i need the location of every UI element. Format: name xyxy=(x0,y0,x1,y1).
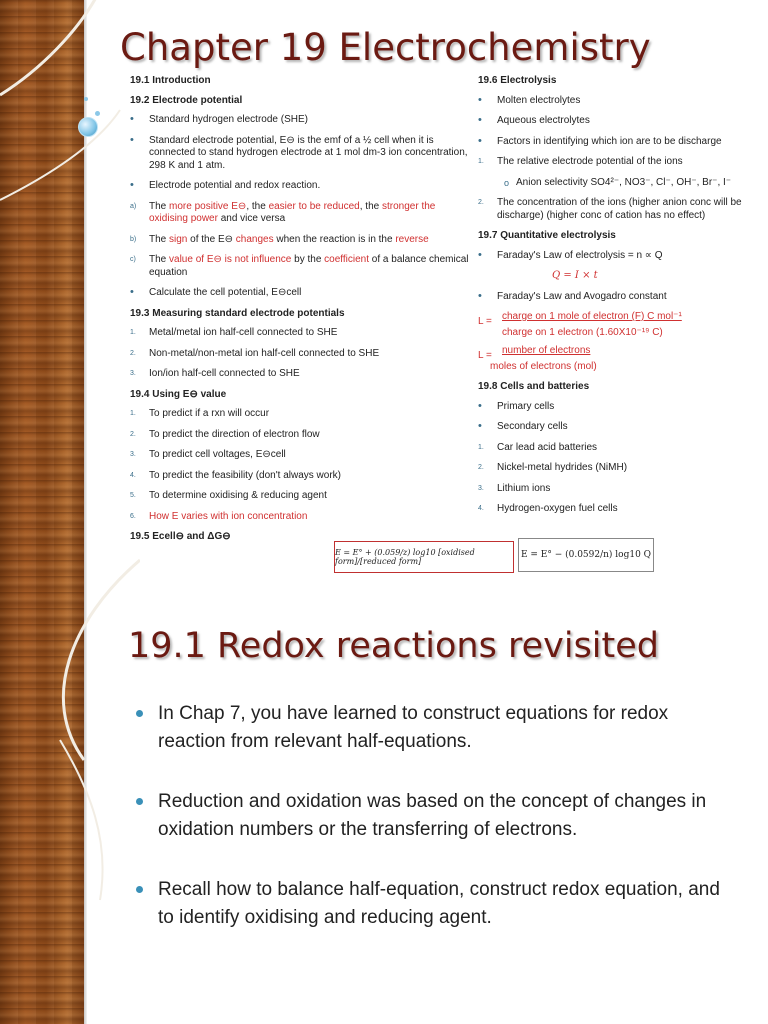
text: by the xyxy=(291,254,325,265)
list-item-text: To predict if a rxn will occur xyxy=(149,408,270,419)
bullet-marker: • xyxy=(478,248,482,261)
text: , the xyxy=(246,200,269,212)
section-heading: 19.7 Quantitative electrolysis xyxy=(478,230,616,241)
list-item xyxy=(130,449,470,462)
highlight-text: changes xyxy=(235,233,274,245)
equation: Q = I × t xyxy=(552,270,598,281)
list-item xyxy=(130,490,470,503)
avogadro-fraction-1 xyxy=(478,311,766,339)
list-marker: 1. xyxy=(478,158,484,165)
list-item-text: To predict the feasibility (don't always work) xyxy=(149,469,341,481)
text: , the xyxy=(359,200,382,212)
list-item xyxy=(130,470,470,483)
list-item-text: Nickel-metal hydrides (NiMH) xyxy=(497,462,628,473)
list-marker: b) xyxy=(130,235,137,243)
list-item xyxy=(130,135,470,173)
section-heading: 19.8 Cells and batteries xyxy=(478,381,590,392)
list-item xyxy=(478,503,766,516)
list-item xyxy=(130,511,470,524)
list-item xyxy=(130,348,470,361)
list-item xyxy=(478,250,766,263)
list-item xyxy=(130,368,470,381)
list-item xyxy=(478,95,766,108)
bullet-marker: • xyxy=(478,289,482,302)
list-item xyxy=(478,156,766,169)
list-item-text: To predict the direction of electron flow xyxy=(149,428,320,440)
bubble-decoration-small xyxy=(84,97,88,101)
slide2-bullet-list xyxy=(132,700,732,964)
bullet-marker: • xyxy=(478,134,482,147)
list-marker: 2. xyxy=(478,464,484,471)
list-item xyxy=(478,462,766,475)
list-item-text: Aqueous electrolytes xyxy=(497,115,590,126)
bullet-icon xyxy=(136,710,143,717)
list-item xyxy=(478,401,766,414)
bullet-icon xyxy=(136,886,143,893)
bullet-marker: • xyxy=(478,114,482,126)
list-item-text: How E varies with ion concentration xyxy=(149,510,308,522)
bullet-icon xyxy=(136,798,143,805)
list-item-text: Standard electrode potential, E⊖ is the emf of a ½ cell when it is connected to stand hydrogen electrode at 1 mol dm-3 ion concentration, 298 K and 1 atm. xyxy=(149,134,468,171)
list-marker: 4. xyxy=(130,471,136,479)
list-item-text: Faraday's Law and Avogadro constant xyxy=(497,290,667,302)
list-item xyxy=(130,180,470,193)
list-item-text: Faraday's Law of electrolysis = n ∝ Q xyxy=(497,249,663,261)
bullet-marker: • xyxy=(478,420,482,432)
list-item xyxy=(478,291,766,304)
list-item-text: Metal/metal ion half-cell connected to SHE xyxy=(149,327,338,338)
text: The xyxy=(149,233,170,245)
list-marker: 1. xyxy=(130,329,136,336)
list-item xyxy=(478,197,766,222)
equation-text xyxy=(478,270,766,283)
nernst-equation: E = E° − (0.0592/n) log10 Q xyxy=(520,550,652,560)
highlight-text: sign xyxy=(169,233,188,245)
ring-marker: o xyxy=(504,177,510,188)
text: and vice versa xyxy=(217,213,286,224)
list-item-text: Reduction and oxidation was based on the concept of changes in oxidation numbers or the transferring of electrons. xyxy=(158,791,707,840)
list-marker: 6. xyxy=(130,512,136,520)
list-item xyxy=(130,327,470,340)
list-item xyxy=(130,408,470,421)
list-marker: 4. xyxy=(478,505,484,512)
list-item-text: Hydrogen-oxygen fuel cells xyxy=(497,503,618,514)
slide1-title: Chapter 19 Electrochemistry xyxy=(120,26,651,69)
list-item-text: Molten electrolytes xyxy=(497,94,581,106)
nernst-equation: E = E° + (0.059/z) log10 [oxidised form]/[reduced form] xyxy=(335,548,475,566)
list-item xyxy=(478,115,766,128)
highlight-text: value of E⊖ is not influence xyxy=(169,254,292,265)
list-marker: c) xyxy=(130,256,136,263)
outline-right-column xyxy=(478,75,766,524)
highlight-text: coefficient xyxy=(324,254,370,265)
highlight-text: easier to be reduced xyxy=(268,200,360,212)
section-heading: 19.4 Using E⊖ value xyxy=(130,388,227,400)
list-item xyxy=(478,421,766,434)
list-item-text: Secondary cells xyxy=(497,421,568,432)
list-item-text: Factors in identifying which ion are to be discharge xyxy=(497,135,722,147)
section-heading: 19.5 Ecell⊖ and ΔG⊖ xyxy=(130,531,231,542)
list-item-text: Ion/ion half-cell connected to SHE xyxy=(149,368,300,379)
list-item xyxy=(130,287,470,300)
list-marker: 3. xyxy=(130,370,136,377)
list-item xyxy=(478,483,766,496)
section-heading: 19.1 Introduction xyxy=(130,75,211,86)
section-heading: 19.3 Measuring standard electrode potentials xyxy=(130,307,345,319)
text: The xyxy=(149,200,170,212)
list-item xyxy=(478,177,766,190)
section-heading: 19.6 Electrolysis xyxy=(478,75,557,86)
text: of a balance chemical equation xyxy=(149,254,469,278)
bubble-decoration-small xyxy=(95,111,100,116)
list-item xyxy=(130,114,470,127)
list-item-text: In Chap 7, you have learned to construct equations for redox reaction from relevant half-equations. xyxy=(158,703,669,752)
list-item xyxy=(132,876,732,932)
list-marker: 2. xyxy=(130,430,136,438)
list-marker: a) xyxy=(130,202,137,210)
text: The xyxy=(149,254,170,265)
list-item-text: Primary cells xyxy=(497,400,555,412)
list-item-text: Lithium ions xyxy=(497,482,551,494)
nernst-equation-box-2 xyxy=(518,538,654,572)
fraction-lhs: L = xyxy=(478,316,492,327)
highlight-text: more positive E⊖ xyxy=(169,200,247,212)
bullet-marker: • xyxy=(130,179,134,191)
list-marker: 2. xyxy=(130,349,136,357)
text: of the E⊖ xyxy=(187,233,236,245)
list-item-text: The concentration of the ions (higher anion conc will be discharge) (higher conc of cation has no effect) xyxy=(497,197,742,221)
list-item-text: The relative electrode potential of the ions xyxy=(497,156,683,167)
list-item xyxy=(130,234,470,247)
fraction-lhs: L = xyxy=(478,350,492,361)
list-marker: 1. xyxy=(130,410,136,417)
slide2-title: 19.1 Redox reactions revisited xyxy=(128,626,659,666)
list-item-text: To predict cell voltages, E⊖cell xyxy=(149,449,286,460)
list-item-text: Standard hydrogen electrode (SHE) xyxy=(149,114,308,125)
list-marker: 3. xyxy=(130,451,136,458)
list-item-text: Car lead acid batteries xyxy=(497,441,598,453)
list-item-text: Anion selectivity SO4²⁻, NO3⁻, Cl⁻, OH⁻, Br⁻, I⁻ xyxy=(516,176,732,188)
list-item xyxy=(478,442,766,455)
fraction-denominator: moles of electrons (mol) xyxy=(490,360,597,372)
bullet-marker: • xyxy=(130,113,134,125)
bubble-decoration xyxy=(78,117,98,137)
list-item xyxy=(130,429,470,442)
fraction-denominator: charge on 1 electron (1.60X10⁻¹⁹ C) xyxy=(502,326,663,338)
nernst-equation-box xyxy=(334,541,514,573)
highlight-text: reverse xyxy=(395,233,429,245)
list-item-text: To determine oxidising & reducing agent xyxy=(149,490,327,501)
list-marker: 5. xyxy=(130,492,136,499)
list-item xyxy=(132,788,732,844)
list-item xyxy=(130,201,470,226)
list-item-text: Recall how to balance half-equation, construct redox equation, and to identify oxidising and reducing agent. xyxy=(158,879,720,928)
list-item-text: Non-metal/non-metal ion half-cell connected to SHE xyxy=(149,347,380,359)
list-item xyxy=(132,700,732,756)
list-marker: 2. xyxy=(478,199,484,206)
highlight-text: stronger the oxidising power xyxy=(149,200,436,224)
list-item xyxy=(130,254,470,279)
avogadro-fraction-2 xyxy=(478,345,766,373)
outline-left-column xyxy=(130,75,470,551)
fraction-numerator: number of electrons xyxy=(502,345,591,356)
fraction-numerator: charge on 1 mole of electron (F) C mol⁻¹ xyxy=(502,311,682,322)
list-item-text: Electrode potential and redox reaction. xyxy=(149,180,321,191)
bullet-marker: • xyxy=(130,286,134,298)
bullet-marker: • xyxy=(130,133,134,146)
bullet-marker: • xyxy=(478,93,482,106)
list-item-text: Calculate the cell potential, E⊖cell xyxy=(149,287,302,298)
decorative-curves xyxy=(0,0,140,1024)
list-item xyxy=(478,136,766,149)
text: when the reaction is in the xyxy=(273,233,396,245)
section-heading: 19.2 Electrode potential xyxy=(130,94,243,106)
list-marker: 3. xyxy=(478,484,484,492)
bullet-marker: • xyxy=(478,399,482,412)
list-marker: 1. xyxy=(478,443,484,451)
